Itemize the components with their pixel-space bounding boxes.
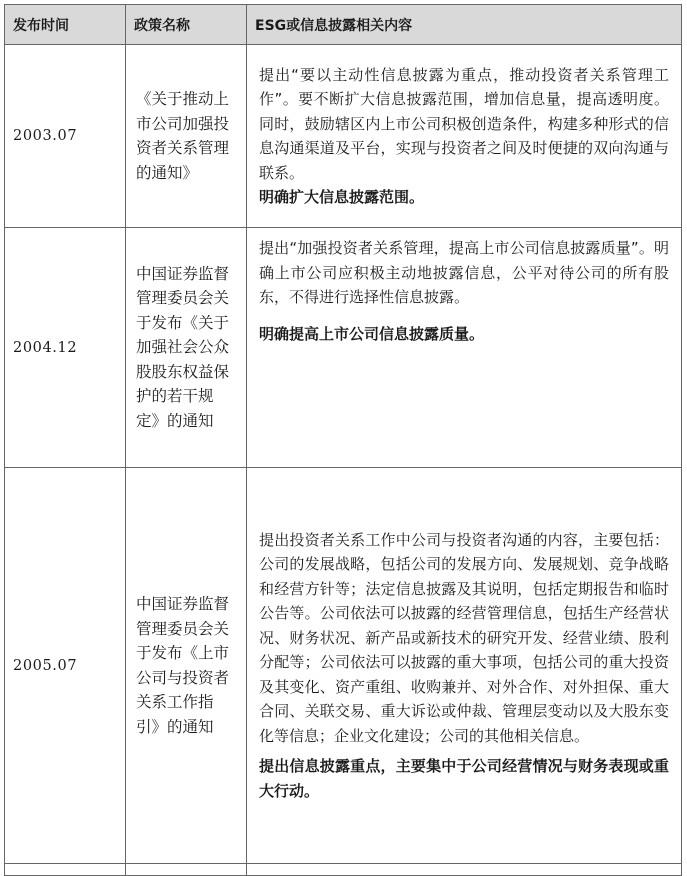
row-date: 2003.07 — [5, 45, 126, 228]
row-content-text: 提出“加强投资者关系管理，提高上市公司信息披露质量”。明确上市公司应积极主动地披露信息，公平对待公司的所有股东，不得进行选择性信息披露。 — [259, 239, 669, 306]
header-policy: 政策名称 — [126, 5, 247, 45]
row-content-text: 提出投资者关系工作中公司与投资者沟通的内容，主要包括：公司的发展战略，包括公司的发展方向、发展规划、竞争战略和经营方针等；法定信息披露及其说明，包括定期报告和临时公告等。公司依法可以披露的经营管理信息，包括生产经营状况、财务状况、新产品或新技术的研究开发、经营业绩、股利分配等；公司依法可以披露的重大事项，包括公司的重大投资及其变化、资产重组、收购兼并、对外合作、对外担保、重大合同、关联交易、重大诉讼或仲裁、管理层变动以及大股东变化等信息；企业文化建设；公司的其他相关信息。 — [259, 530, 669, 745]
table-header-row — [5, 5, 682, 45]
row-content-text: 提出“要以主动性信息披露为重点，推动投资者关系管理工作”。要不断扩大信息披露范围，增加信息量，提高透明度。同时，鼓励辖区内上市公司积极创造条件，构建多种形式的信息沟通渠道及平台，实现与投资者之间及时便捷的双向沟通与联系。 — [259, 65, 669, 182]
row-date: 2005.07 — [5, 468, 126, 864]
row-policy-name: 《关于推动上市公司加强投资者关系管理的通知》 — [126, 45, 247, 228]
row-highlight-text: 明确提高上市公司信息披露质量。 — [259, 324, 485, 343]
row-content-cell — [247, 468, 682, 864]
policy-table — [4, 4, 682, 876]
row-highlight-text: 明确扩大信息披露范围。 — [259, 188, 425, 206]
table-row — [5, 468, 682, 864]
header-time: 发布时间 — [5, 5, 126, 45]
partial-cell — [247, 864, 682, 876]
row-content-cell — [247, 228, 682, 468]
table-row — [5, 45, 682, 228]
row-highlight-text: 提出信息披露重点，主要集中于公司经营情况与财务表现或重大行动。 — [259, 757, 669, 800]
table-row — [5, 228, 682, 468]
row-content-cell — [247, 45, 682, 228]
header-content: ESG或信息披露相关内容 — [247, 5, 682, 45]
table-row-partial — [5, 864, 682, 876]
row-policy-name: 中国证券监督管理委员会关于发布《上市公司与投资者关系工作指引》的通知 — [126, 468, 247, 864]
row-policy-name: 中国证券监督管理委员会关于发布《关于加强社会公众股股东权益保护的若干规定》的通知 — [126, 228, 247, 468]
row-date: 2004.12 — [5, 228, 126, 468]
partial-cell — [5, 864, 126, 876]
partial-cell — [126, 864, 247, 876]
